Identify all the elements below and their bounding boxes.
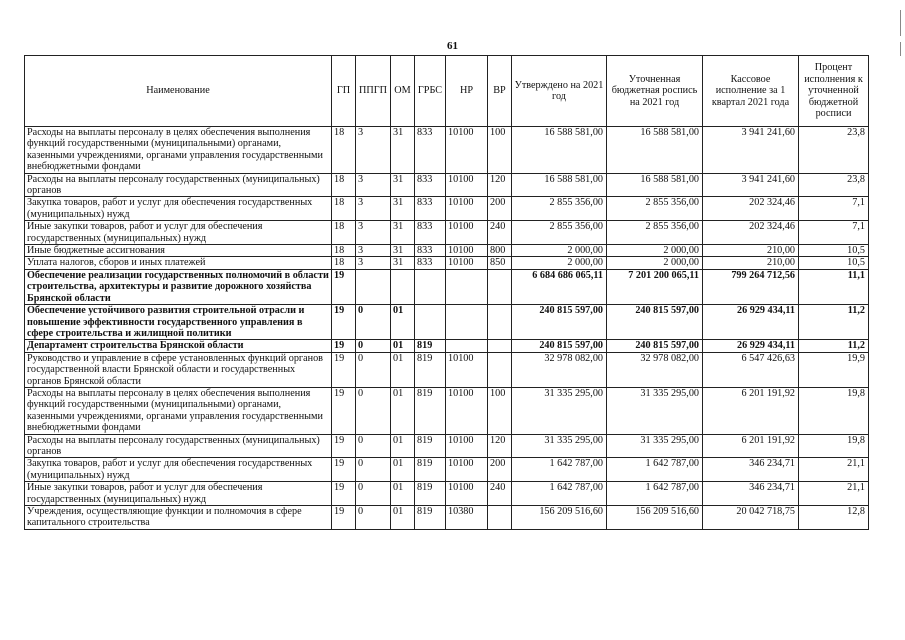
- cell-np: 10100: [446, 221, 488, 245]
- cell-vr: [488, 506, 512, 530]
- cell-om: 31: [391, 257, 415, 269]
- cell-grbs: 833: [415, 197, 446, 221]
- cell-gp: 19: [332, 387, 356, 434]
- cell-om: 31: [391, 197, 415, 221]
- cell-gp: 18: [332, 127, 356, 174]
- cell-om: 01: [391, 305, 415, 340]
- cell-grbs: 819: [415, 482, 446, 506]
- cell-percent: 19,8: [799, 387, 869, 434]
- cell-name: Обеспечение реализации государственных полномочий в области строительства, архитектуры и развитие дорожного хозяйства Брянской области: [25, 269, 332, 304]
- cell-cash: 346 234,71: [703, 482, 799, 506]
- cell-np: 10100: [446, 127, 488, 174]
- cell-percent: 23,8: [799, 127, 869, 174]
- cell-name: Иные закупки товаров, работ и услуг для обеспечения государственных (муниципальных) нужд: [25, 221, 332, 245]
- cell-refined: 156 209 516,60: [607, 506, 703, 530]
- cell-approved: 6 684 686 065,11: [512, 269, 607, 304]
- cell-cash: 3 941 241,60: [703, 173, 799, 197]
- cell-ppgp: 3: [356, 197, 391, 221]
- cell-percent: 19,9: [799, 352, 869, 387]
- cell-percent: 23,8: [799, 173, 869, 197]
- cell-np: 10100: [446, 352, 488, 387]
- table-row: [25, 458, 869, 482]
- cell-ppgp: 3: [356, 173, 391, 197]
- header-ppgp: ППГП: [356, 56, 391, 127]
- cell-percent: 7,1: [799, 221, 869, 245]
- cell-grbs: [415, 269, 446, 304]
- cell-ppgp: 0: [356, 458, 391, 482]
- header-om: ОМ: [391, 56, 415, 127]
- cell-grbs: 833: [415, 127, 446, 174]
- cell-np: 10100: [446, 458, 488, 482]
- cell-cash: 26 929 434,11: [703, 305, 799, 340]
- cell-gp: 19: [332, 482, 356, 506]
- header-vr: ВР: [488, 56, 512, 127]
- cell-name: Учреждения, осуществляющие функции и полномочия в сфере капитального строительства: [25, 506, 332, 530]
- cell-name: Иные закупки товаров, работ и услуг для обеспечения государственных (муниципальных) нужд: [25, 482, 332, 506]
- cell-gp: 19: [332, 269, 356, 304]
- cell-percent: 12,8: [799, 506, 869, 530]
- cell-grbs: 819: [415, 352, 446, 387]
- header-gp: ГП: [332, 56, 356, 127]
- cell-gp: 18: [332, 257, 356, 269]
- cell-om: 01: [391, 434, 415, 458]
- cell-np: 10100: [446, 482, 488, 506]
- cell-name: Обеспечение устойчивого развития строительной отрасли и повышение эффективности государственного управления в сфере строительства и жилищной политики: [25, 305, 332, 340]
- scan-edge-mark: [900, 10, 901, 36]
- cell-vr: 100: [488, 387, 512, 434]
- cell-gp: 18: [332, 245, 356, 257]
- cell-refined: 2 855 356,00: [607, 197, 703, 221]
- scan-edge-mark: [900, 42, 901, 56]
- cell-np: [446, 305, 488, 340]
- cell-cash: 20 042 718,75: [703, 506, 799, 530]
- cell-approved: 2 855 356,00: [512, 197, 607, 221]
- table-row: [25, 506, 869, 530]
- cell-om: 31: [391, 221, 415, 245]
- table-row: [25, 173, 869, 197]
- cell-np: 10100: [446, 434, 488, 458]
- cell-percent: 21,1: [799, 482, 869, 506]
- cell-approved: 156 209 516,60: [512, 506, 607, 530]
- cell-approved: 16 588 581,00: [512, 173, 607, 197]
- cell-grbs: 819: [415, 458, 446, 482]
- cell-gp: 18: [332, 173, 356, 197]
- cell-approved: 1 642 787,00: [512, 458, 607, 482]
- cell-cash: 202 324,46: [703, 197, 799, 221]
- cell-refined: 32 978 082,00: [607, 352, 703, 387]
- cell-name: Расходы на выплаты персоналу государственных (муниципальных) органов: [25, 434, 332, 458]
- table-row: [25, 245, 869, 257]
- cell-om: 31: [391, 173, 415, 197]
- cell-vr: 100: [488, 127, 512, 174]
- cell-percent: 11,2: [799, 340, 869, 352]
- cell-om: 01: [391, 482, 415, 506]
- cell-approved: 240 815 597,00: [512, 340, 607, 352]
- cell-grbs: 833: [415, 245, 446, 257]
- cell-np: 10380: [446, 506, 488, 530]
- cell-approved: 2 855 356,00: [512, 221, 607, 245]
- table-row: [25, 127, 869, 174]
- cell-percent: 21,1: [799, 458, 869, 482]
- cell-gp: 19: [332, 434, 356, 458]
- cell-vr: [488, 305, 512, 340]
- cell-grbs: 819: [415, 340, 446, 352]
- cell-refined: 7 201 200 065,11: [607, 269, 703, 304]
- cell-om: [391, 269, 415, 304]
- table-row: [25, 269, 869, 304]
- cell-np: [446, 269, 488, 304]
- cell-np: 10100: [446, 257, 488, 269]
- cell-grbs: [415, 305, 446, 340]
- cell-refined: 31 335 295,00: [607, 434, 703, 458]
- cell-om: 01: [391, 340, 415, 352]
- table-row: [25, 482, 869, 506]
- cell-cash: 346 234,71: [703, 458, 799, 482]
- header-refined: Уточненная бюджетная роспись на 2021 год: [607, 56, 703, 127]
- cell-percent: 10,5: [799, 245, 869, 257]
- cell-om: 01: [391, 387, 415, 434]
- cell-approved: 31 335 295,00: [512, 434, 607, 458]
- cell-approved: 2 000,00: [512, 245, 607, 257]
- cell-ppgp: 0: [356, 482, 391, 506]
- cell-vr: 120: [488, 173, 512, 197]
- cell-name: Закупка товаров, работ и услуг для обеспечения государственных (муниципальных) нужд: [25, 197, 332, 221]
- cell-percent: 11,2: [799, 305, 869, 340]
- cell-approved: 2 000,00: [512, 257, 607, 269]
- cell-gp: 18: [332, 197, 356, 221]
- cell-gp: 19: [332, 458, 356, 482]
- cell-refined: 31 335 295,00: [607, 387, 703, 434]
- cell-cash: 210,00: [703, 245, 799, 257]
- cell-refined: 240 815 597,00: [607, 305, 703, 340]
- cell-gp: 19: [332, 506, 356, 530]
- table-row: [25, 305, 869, 340]
- cell-percent: 11,1: [799, 269, 869, 304]
- cell-refined: 2 000,00: [607, 245, 703, 257]
- cell-grbs: 833: [415, 173, 446, 197]
- header-name: Наименование: [25, 56, 332, 127]
- cell-vr: 850: [488, 257, 512, 269]
- table-row: [25, 197, 869, 221]
- table-row: [25, 387, 869, 434]
- cell-vr: 200: [488, 458, 512, 482]
- cell-vr: [488, 340, 512, 352]
- cell-grbs: 833: [415, 257, 446, 269]
- cell-ppgp: 3: [356, 245, 391, 257]
- cell-vr: [488, 269, 512, 304]
- cell-vr: 240: [488, 221, 512, 245]
- cell-refined: 240 815 597,00: [607, 340, 703, 352]
- budget-execution-table: [24, 55, 869, 530]
- cell-ppgp: 0: [356, 434, 391, 458]
- header-cash: Кассовое исполнение за 1 квартал 2021 года: [703, 56, 799, 127]
- table-row: [25, 257, 869, 269]
- cell-grbs: 819: [415, 387, 446, 434]
- cell-ppgp: 0: [356, 340, 391, 352]
- cell-vr: [488, 352, 512, 387]
- cell-refined: 16 588 581,00: [607, 127, 703, 174]
- cell-approved: 31 335 295,00: [512, 387, 607, 434]
- table-header-row: [25, 56, 869, 127]
- cell-om: 01: [391, 352, 415, 387]
- cell-name: Расходы на выплаты персоналу в целях обеспечения выполнения функций государственными (муниципальными) органами, казенными учреждениями, органами управления государственными внебюджетными фондами: [25, 387, 332, 434]
- header-percent: Процент исполнения к уточненной бюджетной росписи: [799, 56, 869, 127]
- cell-om: 31: [391, 245, 415, 257]
- cell-np: [446, 340, 488, 352]
- cell-ppgp: [356, 269, 391, 304]
- table-row: [25, 221, 869, 245]
- cell-gp: 19: [332, 340, 356, 352]
- cell-approved: 1 642 787,00: [512, 482, 607, 506]
- header-grbs: ГРБС: [415, 56, 446, 127]
- table-row: [25, 352, 869, 387]
- cell-grbs: 819: [415, 506, 446, 530]
- cell-approved: 32 978 082,00: [512, 352, 607, 387]
- cell-ppgp: 0: [356, 352, 391, 387]
- cell-ppgp: 0: [356, 387, 391, 434]
- cell-ppgp: 3: [356, 257, 391, 269]
- cell-refined: 2 855 356,00: [607, 221, 703, 245]
- cell-percent: 19,8: [799, 434, 869, 458]
- cell-refined: 2 000,00: [607, 257, 703, 269]
- cell-np: 10100: [446, 197, 488, 221]
- cell-percent: 10,5: [799, 257, 869, 269]
- cell-refined: 16 588 581,00: [607, 173, 703, 197]
- cell-gp: 19: [332, 352, 356, 387]
- cell-vr: 800: [488, 245, 512, 257]
- table-row: [25, 434, 869, 458]
- cell-np: 10100: [446, 245, 488, 257]
- cell-grbs: 833: [415, 221, 446, 245]
- page-number: 61: [447, 40, 458, 52]
- cell-vr: 200: [488, 197, 512, 221]
- cell-refined: 1 642 787,00: [607, 458, 703, 482]
- cell-cash: 6 201 191,92: [703, 387, 799, 434]
- cell-name: Расходы на выплаты персоналу государственных (муниципальных) органов: [25, 173, 332, 197]
- cell-ppgp: 3: [356, 221, 391, 245]
- cell-name: Руководство и управление в сфере установленных функций органов государственной власти Брянской области и государственных органов Брянской области: [25, 352, 332, 387]
- cell-cash: 210,00: [703, 257, 799, 269]
- cell-cash: 202 324,46: [703, 221, 799, 245]
- cell-np: 10100: [446, 387, 488, 434]
- cell-om: 31: [391, 127, 415, 174]
- cell-ppgp: 0: [356, 506, 391, 530]
- cell-cash: 26 929 434,11: [703, 340, 799, 352]
- cell-gp: 19: [332, 305, 356, 340]
- cell-grbs: 819: [415, 434, 446, 458]
- cell-ppgp: 0: [356, 305, 391, 340]
- cell-om: 01: [391, 458, 415, 482]
- cell-cash: 3 941 241,60: [703, 127, 799, 174]
- cell-ppgp: 3: [356, 127, 391, 174]
- cell-cash: 6 547 426,63: [703, 352, 799, 387]
- cell-name: Закупка товаров, работ и услуг для обеспечения государственных (муниципальных) нужд: [25, 458, 332, 482]
- table-row: [25, 340, 869, 352]
- cell-name: Департамент строительства Брянской области: [25, 340, 332, 352]
- cell-cash: 6 201 191,92: [703, 434, 799, 458]
- cell-name: Уплата налогов, сборов и иных платежей: [25, 257, 332, 269]
- cell-refined: 1 642 787,00: [607, 482, 703, 506]
- cell-name: Расходы на выплаты персоналу в целях обеспечения выполнения функций государственными (муниципальными) органами, казенными учреждениями, органами управления государственными внебюджетными фондами: [25, 127, 332, 174]
- cell-vr: 120: [488, 434, 512, 458]
- cell-om: 01: [391, 506, 415, 530]
- header-approved: Утверждено на 2021 год: [512, 56, 607, 127]
- cell-approved: 240 815 597,00: [512, 305, 607, 340]
- cell-name: Иные бюджетные ассигнования: [25, 245, 332, 257]
- cell-approved: 16 588 581,00: [512, 127, 607, 174]
- cell-percent: 7,1: [799, 197, 869, 221]
- cell-gp: 18: [332, 221, 356, 245]
- header-np: НР: [446, 56, 488, 127]
- cell-np: 10100: [446, 173, 488, 197]
- cell-vr: 240: [488, 482, 512, 506]
- cell-cash: 799 264 712,56: [703, 269, 799, 304]
